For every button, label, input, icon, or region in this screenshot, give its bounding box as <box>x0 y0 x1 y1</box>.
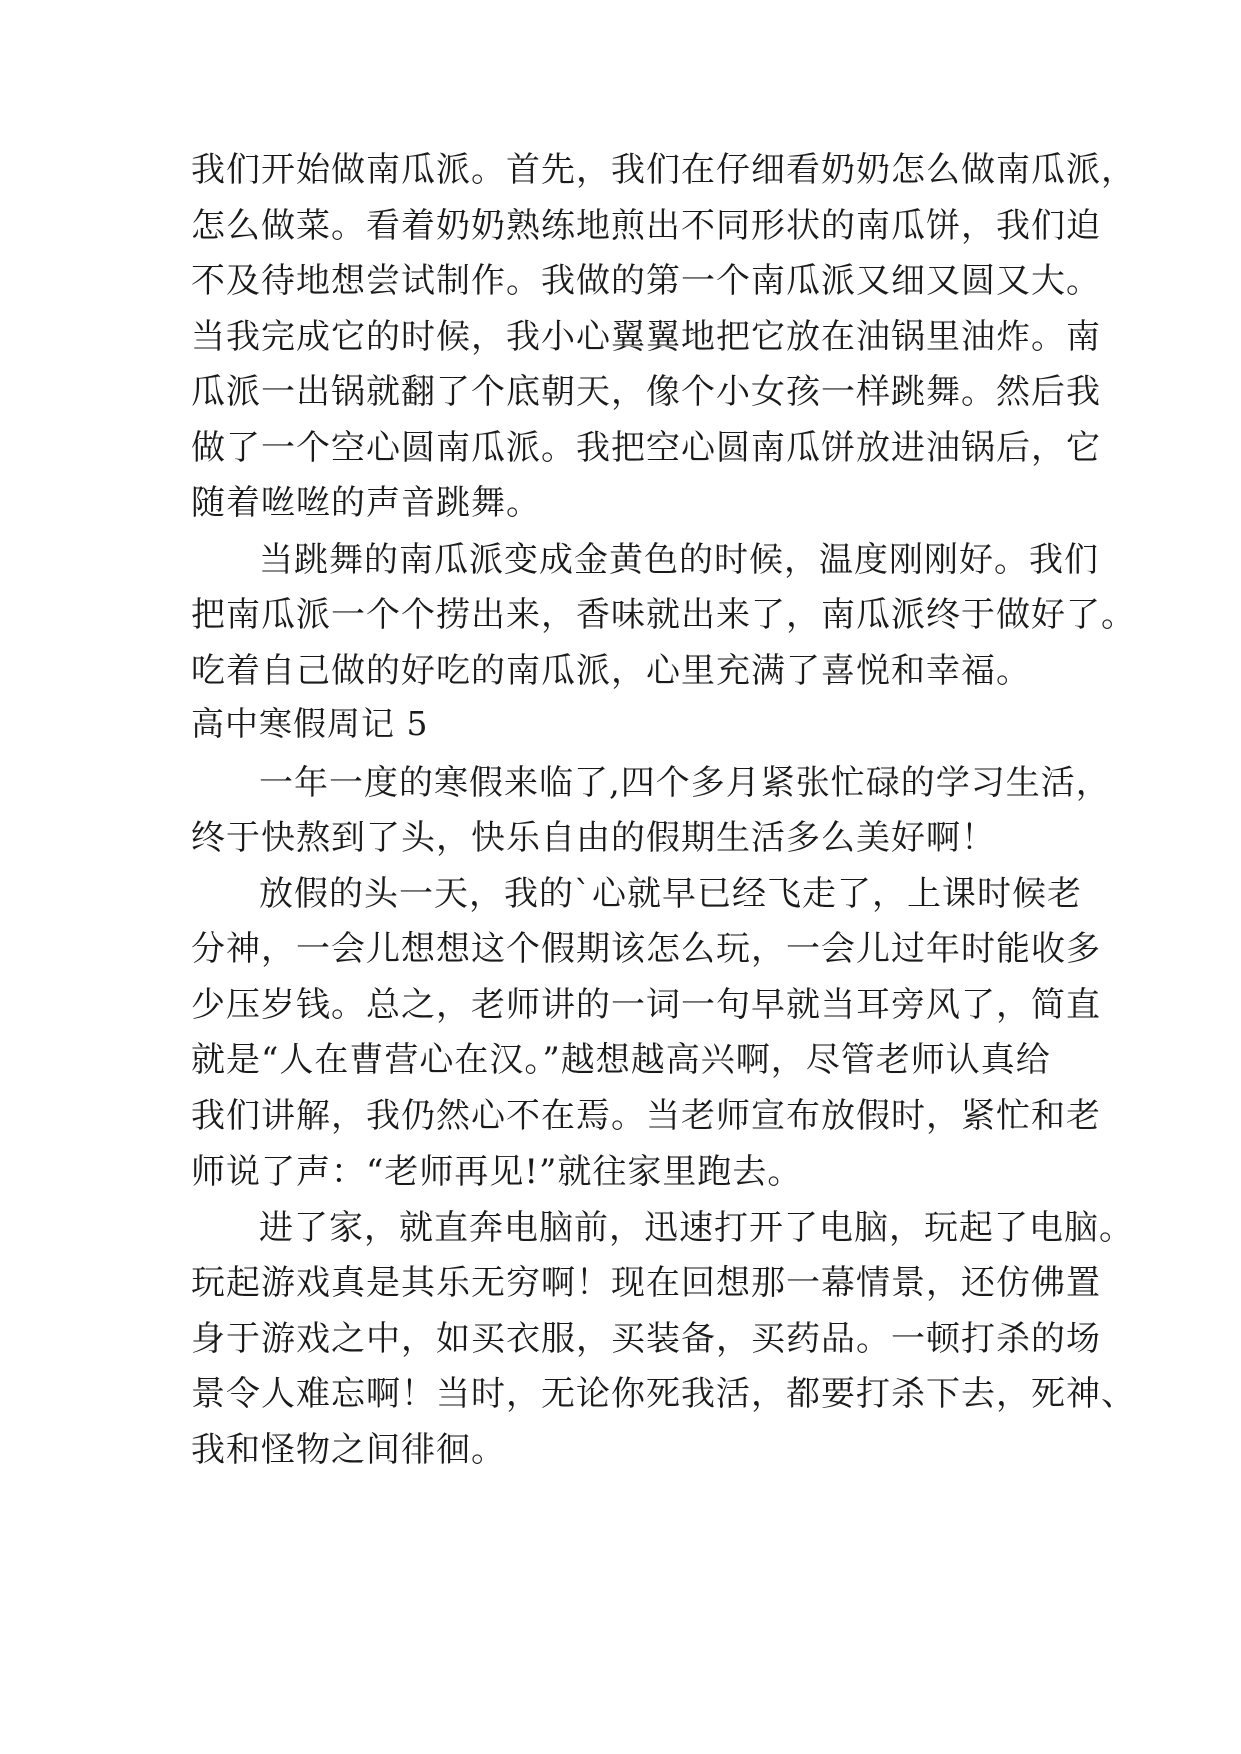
paragraph-line: 放假的头一天，我的`心就早已经飞走了，上课时候老 <box>259 874 1082 914</box>
paragraph-line: 景令人难忘啊！当时，无论你死我活，都要打杀下去，死神、 <box>191 1374 1136 1414</box>
paragraph-line: 当我完成它的时候，我小心翼翼地把它放在油锅里油炸。南 <box>191 317 1101 357</box>
paragraph-line: 把南瓜派一个个捞出来，香味就出来了，南瓜派终于做好了。 <box>191 595 1136 635</box>
paragraph-line: 不及待地想尝试制作。我做的第一个南瓜派又细又圆又大。 <box>191 261 1101 301</box>
paragraph-line: 身于游戏之中，如买衣服，买装备，买药品。一顿打杀的场 <box>191 1319 1101 1359</box>
paragraph-line: 分神，一会儿想想这个假期该怎么玩，一会儿过年时能收多 <box>191 929 1101 969</box>
paragraph-line: 就是“人在曹营心在汉。”越想越高兴啊，尽管老师认真给 <box>191 1040 1051 1080</box>
paragraph-line: 师说了声：“老师再见!”就往家里跑去。 <box>191 1152 803 1192</box>
paragraph-line: 一年一度的寒假来临了,四个多月紧张忙碌的学习生活， <box>259 763 1111 803</box>
paragraph-line: 我们开始做南瓜派。首先，我们在仔细看奶奶怎么做南瓜派， <box>191 150 1136 190</box>
paragraph-line: 玩起游戏真是其乐无穷啊！现在回想那一幕情景，还仿佛置 <box>191 1263 1101 1303</box>
section-heading: 高中寒假周记 5 <box>191 704 429 743</box>
paragraph-line: 吃着自己做的好吃的南瓜派，心里充满了喜悦和幸福。 <box>191 651 1031 691</box>
paragraph-line: 我们讲解，我仍然心不在焉。当老师宣布放假时，紧忙和老 <box>191 1096 1101 1136</box>
paragraph-line: 少压岁钱。总之，老师讲的一词一句早就当耳旁风了，简直 <box>191 985 1101 1025</box>
paragraph-line: 随着咝咝的声音跳舞。 <box>191 483 541 523</box>
paragraph-line: 瓜派一出锅就翻了个底朝天，像个小女孩一样跳舞。然后我 <box>191 372 1101 412</box>
paragraph-line: 当跳舞的南瓜派变成金黄色的时候，温度刚刚好。我们 <box>259 540 1099 580</box>
paragraph-line: 做了一个空心圆南瓜派。我把空心圆南瓜饼放进油锅后，它 <box>191 428 1101 468</box>
paragraph-line: 我和怪物之间徘徊。 <box>191 1430 506 1470</box>
paragraph-line: 怎么做菜。看着奶奶熟练地煎出不同形状的南瓜饼，我们迫 <box>191 206 1101 246</box>
paragraph-line: 进了家，就直奔电脑前，迅速打开了电脑，玩起了电脑。 <box>259 1208 1134 1248</box>
paragraph-line: 终于快熬到了头，快乐自由的假期生活多么美好啊！ <box>191 818 996 858</box>
